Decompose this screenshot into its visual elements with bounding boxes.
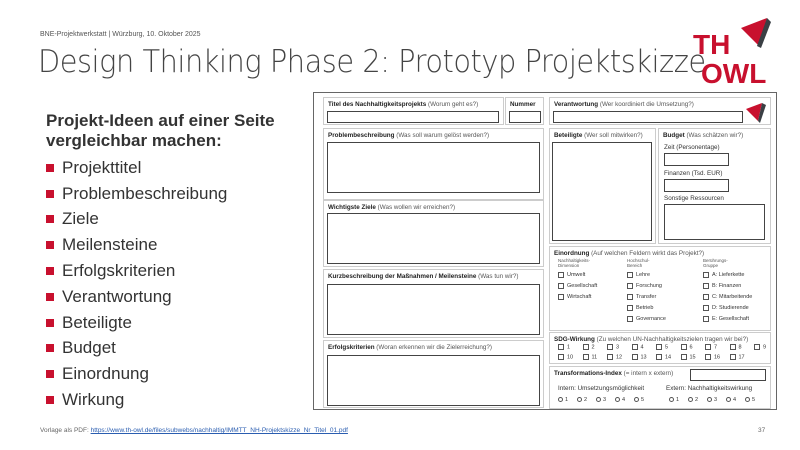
checkbox-icon [656,344,662,350]
sdg-checkbox[interactable] [656,344,681,350]
einordnung-checkbox[interactable] [627,281,666,292]
sdg-number: 15 [689,354,696,361]
bullet-item [46,336,227,362]
einordnung-checkbox[interactable] [703,314,752,325]
checkbox-icon [703,283,709,289]
einordnung-checkbox[interactable] [703,292,752,303]
problem-box-label: Problembeschreibung [328,132,395,139]
ziele-box-hint: (Was wollen wir erreichen?) [377,204,456,211]
bullet-label: Einordnung [62,364,149,384]
radio-icon [577,397,582,402]
sdg-number: 10 [567,354,574,361]
project-sketch-form [313,92,777,410]
einordnung-checkbox[interactable] [558,270,597,281]
checkbox-icon [730,344,736,350]
massnahmen-box-hint: (Was tun wir?) [478,273,519,280]
column-caption: Gruppe [703,263,719,268]
verantwortung-box-label: Verantwortung [554,101,599,108]
column-caption: Dimension [558,263,580,268]
erfolg-input[interactable] [327,355,540,406]
column-caption: Hochschul- [627,258,650,263]
sdg-number: 17 [738,354,745,361]
bullet-item [46,232,227,258]
bullet-square-icon [46,344,54,352]
bullet-square-icon [46,293,54,301]
ziele-box-label: Wichtigste Ziele [328,204,376,211]
page-number: 37 [758,427,766,434]
scale-radio[interactable] [688,397,707,403]
erfolg-box-label: Erfolgskriterien [328,344,375,351]
bullet-label: Beteiligte [62,312,132,332]
bullet-list [46,155,227,413]
massnahmen-box-label: Kurzbeschreibung der Maßnahmen / Meilensteine [328,273,477,280]
einordnung-checkbox[interactable] [558,292,597,303]
bullet-item [46,310,227,336]
checkbox-label: Betrieb [636,305,654,311]
checkbox-label: Gesellschaft [567,283,598,289]
bullet-square-icon [46,319,54,327]
scale-radio[interactable] [558,397,577,403]
bullet-item [46,181,227,207]
checkbox-label: Lehre [636,272,651,278]
sdg-number: 7 [714,344,718,351]
sdg-checkbox[interactable] [607,344,632,350]
ziele-input[interactable] [327,213,540,264]
checkbox-label: E: Gesellschaft [712,316,749,322]
checkbox-label: D: Studierende [712,305,749,311]
radio-icon [596,397,601,402]
checkbox-icon [627,316,633,322]
scale-radio[interactable] [634,397,653,403]
radio-label: 3 [603,397,607,403]
sdg-box-hint: (Zu welchen UN-Nachhaltigkeitszielen tragen wir bei?) [596,336,749,343]
radio-icon [634,397,639,402]
checkbox-icon [703,316,709,322]
pdf-link[interactable]: https://www.th-owl.de/files/subwebs/nachhaltig/IMMTT_NH-Projektskizze_Nr_Titel_01.pdf [90,427,348,434]
checkbox-icon [705,354,711,360]
sdg-number: 2 [591,344,595,351]
transformation-box-label: Transformations-Index [554,370,622,377]
radio-icon [707,397,712,402]
column-caption: Bereich [627,263,643,268]
verantwortung-box-hint: (Wer koordiniert die Umsetzung?) [599,101,694,108]
einordnung-column [703,258,752,325]
sonstige-label: Sonstige Ressourcen [664,195,724,202]
checkbox-label: Wirtschaft [567,294,592,300]
checkbox-icon [558,354,564,360]
bullet-item [46,387,227,413]
radio-label: 5 [752,397,756,403]
checkbox-icon [681,354,687,360]
sdg-number: 1 [567,344,571,351]
transformation-box-hint: (= intern x extern) [623,370,674,377]
sdg-number: 13 [640,354,647,361]
sdg-number: 8 [738,344,742,351]
sdg-number: 14 [665,354,672,361]
checkbox-label: Forschung [636,283,662,289]
massnahmen-input[interactable] [327,284,540,335]
einordnung-checkbox[interactable] [703,281,752,292]
scale-radio[interactable] [577,397,596,403]
bullet-label: Wirkung [62,390,125,410]
nummer-box-label: Nummer [510,101,536,108]
bullet-item [46,155,227,181]
page-title: Design Thinking Phase 2: Prototyp Projektskizze [38,44,706,80]
problem-input[interactable] [327,142,540,193]
radio-label: 4 [733,397,737,403]
einordnung-checkbox[interactable] [627,303,666,314]
bullet-square-icon [46,267,54,275]
bullet-label: Ziele [62,209,99,229]
radio-icon [688,397,693,402]
sdg-checkbox[interactable] [632,354,657,360]
einordnung-checkbox[interactable] [558,281,597,292]
checkbox-icon [558,344,564,350]
checkbox-label: Governance [636,316,666,322]
radio-icon [615,397,620,402]
finanzen-label: Finanzen (Tsd. EUR) [664,170,723,177]
einordnung-column [627,258,666,325]
radio-icon [669,397,674,402]
scale-radio[interactable] [745,397,764,403]
checkbox-icon [627,272,633,278]
radio-label: 2 [695,397,699,403]
sdg-checkbox[interactable] [607,354,632,360]
beteiligte-box-hint: (Wer soll mitwirken?) [584,132,643,139]
bullet-square-icon [46,190,54,198]
checkbox-label: Umwelt [567,272,586,278]
radio-label: 1 [676,397,680,403]
sdg-row [558,354,754,360]
einordnung-checkbox[interactable] [703,270,752,281]
bullet-label: Verantwortung [62,286,172,306]
budget-box-label: Budget [663,132,685,139]
svg-text:TH: TH [693,29,731,60]
checkbox-icon [627,305,633,311]
checkbox-icon [730,354,736,360]
sdg-checkbox[interactable] [558,354,583,360]
nummer-input[interactable] [509,111,541,123]
bullet-item [46,284,227,310]
intern-scale [558,397,653,403]
intern-label: Intern: Umsetzungsmöglichkeit [558,385,645,392]
checkbox-icon [583,344,589,350]
sdg-number: 9 [763,344,767,351]
footer [40,427,348,434]
sdg-number: 3 [616,344,620,351]
bullet-label: Problembeschreibung [62,183,228,203]
bullet-square-icon [46,241,54,249]
einordnung-box-hint: (Auf welchen Feldern wirkt das Projekt?) [591,250,705,257]
checkbox-icon [632,354,638,360]
sdg-checkbox[interactable] [730,354,755,360]
sdg-checkbox[interactable] [705,354,730,360]
footer-prefix: Vorlage als PDF: [40,427,89,434]
checkbox-label: A: Lieferkette [712,272,745,278]
scale-radio[interactable] [726,397,745,403]
checkbox-icon [558,294,564,300]
problem-box-hint: (Was soll warum gelöst werden?) [396,132,490,139]
sdg-number: 11 [591,354,598,361]
bullet-square-icon [46,370,54,378]
erfolg-box-hint: (Woran erkennen wir die Zielerreichung?) [376,344,493,351]
sdg-checkbox[interactable] [583,344,608,350]
column-caption: Berührungs- [703,258,728,263]
scale-radio[interactable] [669,397,688,403]
titel-box-label: Titel des Nachhaltigkeitsprojekts [328,101,427,108]
extern-label: Extern: Nachhaltigkeitswirkung [666,385,753,392]
checkbox-icon [607,354,613,360]
scale-radio[interactable] [615,397,634,403]
bullet-label: Projekttitel [62,157,142,177]
checkbox-icon [627,294,633,300]
checkbox-icon [703,305,709,311]
scale-radio[interactable] [596,397,615,403]
checkbox-icon [607,344,613,350]
bullet-label: Budget [62,338,116,358]
extern-scale [669,397,764,403]
bullet-item [46,207,227,233]
th-owl-mini-logo [746,101,766,123]
sdg-number: 4 [640,344,644,351]
einordnung-checkbox[interactable] [703,303,752,314]
bullet-square-icon [46,164,54,172]
budget-box-hint: (Was schätzen wir?) [686,132,744,139]
checkbox-icon [705,344,711,350]
radio-label: 2 [584,397,588,403]
sdg-number: 12 [616,354,623,361]
subtitle: BNE-Projektwerkstatt | Würzburg, 10. Oktober 2025 [40,31,201,38]
column-caption: Nachhaltigkeits- [558,258,591,263]
checkbox-icon [558,283,564,289]
sdg-checkbox[interactable] [583,354,608,360]
sonstige-input[interactable] [664,204,765,240]
einordnung-column [558,258,597,303]
radio-label: 5 [641,397,645,403]
einordnung-checkbox[interactable] [627,270,666,281]
beteiligte-box-label: Beteiligte [554,132,583,139]
checkbox-label: B: Finanzen [712,283,742,289]
beteiligte-input[interactable] [552,142,652,241]
scale-radio[interactable] [707,397,726,403]
einordnung-checkbox[interactable] [627,292,666,303]
sdg-checkbox[interactable] [656,354,681,360]
radio-icon [726,397,731,402]
bullet-label: Erfolgskriterien [62,261,176,281]
checkbox-icon [656,354,662,360]
radio-label: 3 [714,397,718,403]
verantwortung-input[interactable] [553,111,743,123]
checkbox-label: Transfer [636,294,657,300]
sdg-box-label: SDG-Wirkung [554,336,595,343]
checkbox-icon [632,344,638,350]
zeit-input[interactable] [664,153,729,166]
sdg-checkbox[interactable] [681,344,706,350]
bullet-label: Meilensteine [62,235,158,255]
einordnung-box-label: Einordnung [554,250,590,257]
checkbox-icon [754,344,760,350]
finanzen-input[interactable] [664,179,729,192]
sdg-number: 6 [689,344,693,351]
checkbox-icon [681,344,687,350]
radio-label: 4 [622,397,626,403]
checkbox-icon [558,272,564,278]
checkbox-icon [703,272,709,278]
sdg-checkbox[interactable] [730,344,755,350]
radio-icon [745,397,750,402]
titel-input[interactable] [327,111,499,123]
sdg-number: 5 [665,344,669,351]
sdg-number: 16 [714,354,721,361]
radio-icon [558,397,563,402]
bullet-item [46,361,227,387]
zeit-label: Zeit (Personentage) [664,144,720,151]
einordnung-checkbox[interactable] [627,314,666,325]
radio-label: 1 [565,397,569,403]
sdg-row [558,344,779,350]
checkbox-icon [627,283,633,289]
sdg-checkbox[interactable] [681,354,706,360]
checkbox-icon [703,294,709,300]
svg-text:OWL: OWL [701,58,767,84]
th-owl-logo [693,16,771,84]
bullet-item [46,258,227,284]
sdg-checkbox[interactable] [754,344,779,350]
bullet-square-icon [46,215,54,223]
titel-box-hint: (Worum geht es?) [427,101,479,108]
checkbox-label: C: Mitarbeitende [712,294,753,300]
checkbox-icon [583,354,589,360]
sdg-checkbox[interactable] [705,344,730,350]
section-heading: Projekt-Ideen auf einer Seite vergleichbar machen: [46,111,275,150]
sdg-checkbox[interactable] [632,344,657,350]
transformation-input[interactable] [690,369,766,381]
sdg-checkbox[interactable] [558,344,583,350]
bullet-square-icon [46,396,54,404]
